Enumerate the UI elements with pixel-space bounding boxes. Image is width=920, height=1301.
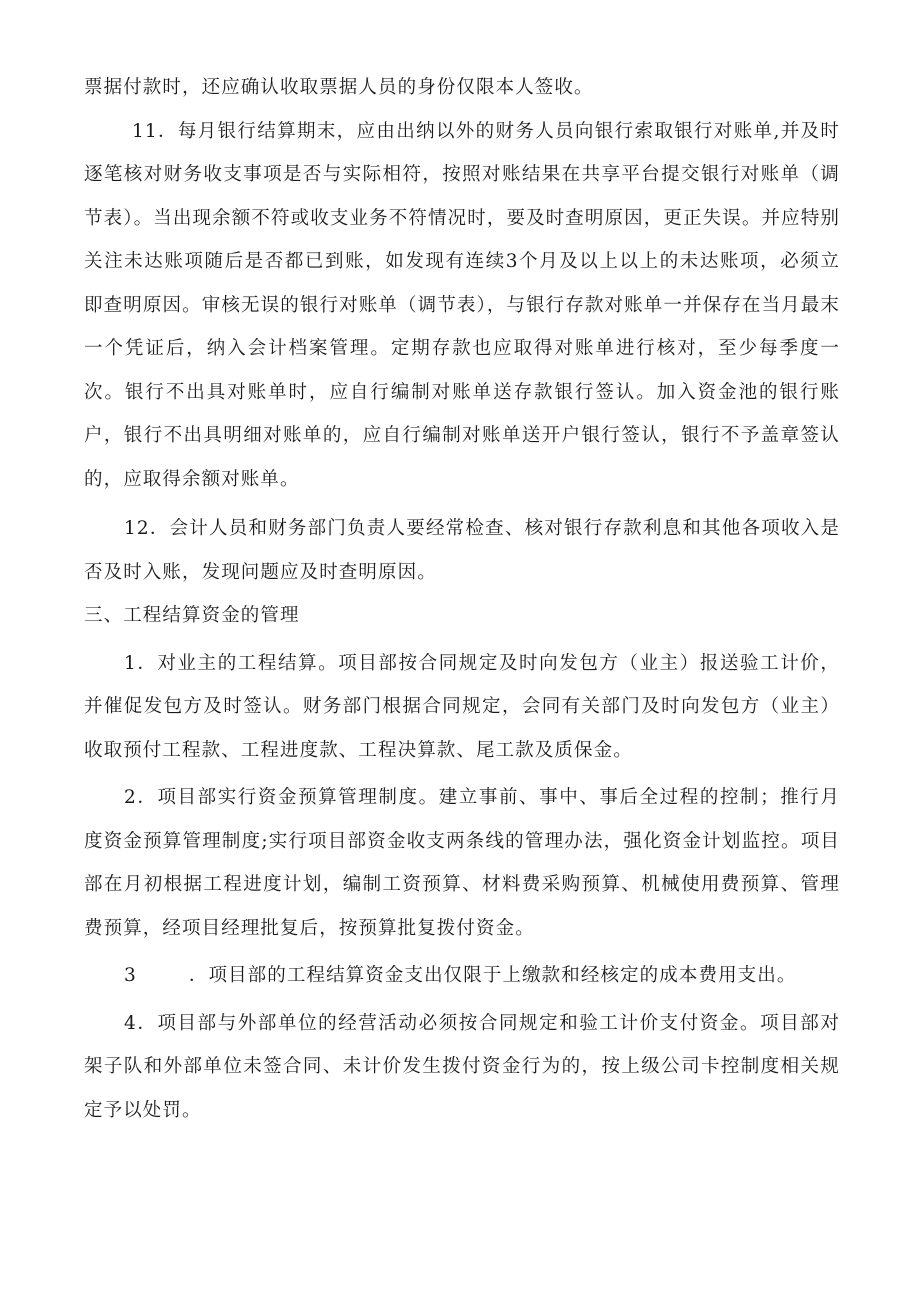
paragraph-item-4: 4．项目部与外部单位的经营活动必须按合同规定和验工计价支付资金。项目部对架子队和外部单位未签合同、未计价发生拨付资金行为的，按上级公司卡控制度相关规定予以处罚。 (84, 1012, 840, 1121)
paragraph-item-11: 11．每月银行结算期末，应由出纳以外的财务人员向银行索取银行对账单,并及时逐笔核对财务收支事项是否与实际相符，按照对账结果在共享平台提交银行对账单（调节表）。当出现余额不符或收支业务不符情况时，要及时查明原因，更正失误。并应特别关注未达账项随后是否都已到账，如发现有连续3个月及以上以上的未达账项，必须立即查明原因。审核无误的银行对账单（调节表），与银行存款对账单一并保存在当月最末一个凭证后，纳入会计档案管理。定期存款也应取得对账单进行核对，至少每季度一次。银行不出具对账单时，应自行编制对账单送存款银行签认。加入资金池的银行账户，银行不出具明细对账单的，应自行编制对账单送开户银行签认，银行不予盖章签认的，应取得余额对账单。 (84, 120, 840, 490)
document-page (84, 66, 840, 1132)
paragraph-item-3-number: 3 (124, 965, 137, 986)
paragraph-item-1: 1．对业主的工程结算。项目部按合同规定及时向发包方（业主）报送验工计价，并催促发包方及时签认。财务部门根据合同规定，会同有关部门及时向发包方（业主）收取预付工程款、工程进度款、工程决算款、尾工款及质保金。 (84, 652, 840, 761)
paragraph-item-3 (84, 954, 840, 998)
paragraph-item-12: 12．会计人员和财务部门负责人要经常检查、核对银行存款利息和其他各项收入是否及时入账，发现问题应及时查明原因。 (84, 518, 840, 583)
paragraph-item-3-text: ．项目部的工程结算资金支出仅限于上缴款和经核定的成本费用支出。 (188, 965, 797, 986)
section-heading-3: 三、工程结算资金的管理 (84, 605, 300, 626)
paragraph-item-2: 2．项目部实行资金预算管理制度。建立事前、事中、事后全过程的控制；推行月度资金预算管理制度;实行项目部资金收支两条线的管理办法，强化资金计划监控。项目部在月初根据工程进度计划，编制工资预算、材料费采购预算、机械使用费预算、管理费预算，经项目经理批复后，按预算批复拨付资金。 (84, 787, 840, 939)
paragraph-continuation: 票据付款时，还应确认收取票据人员的身份仅限本人签收。 (84, 77, 594, 98)
